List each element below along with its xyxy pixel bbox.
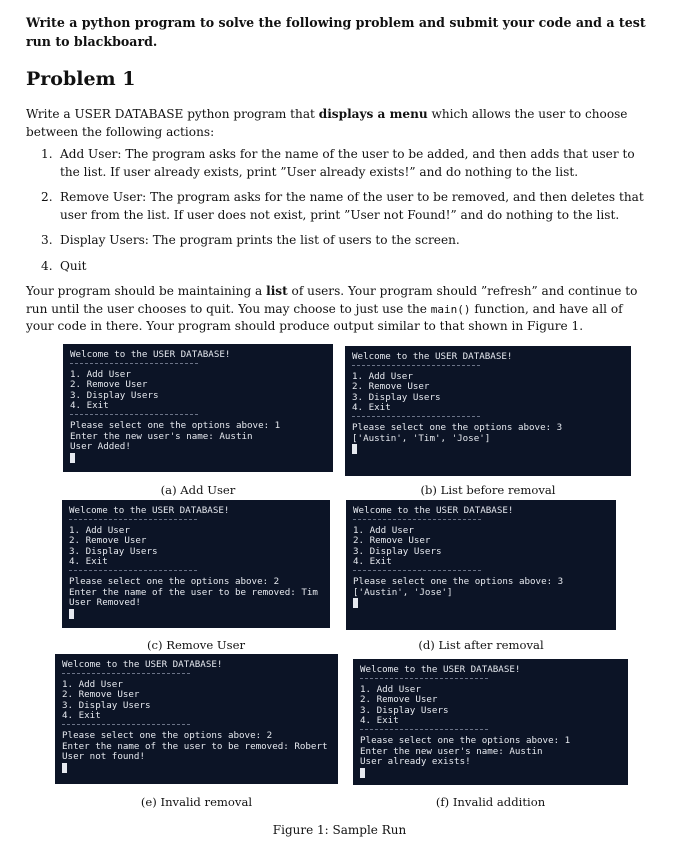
description-bold: displays a menu [318,107,428,121]
cursor-icon [70,453,75,463]
menu-option: 4. Exit [360,715,399,727]
cursor-line [70,453,326,466]
list-item [26,189,654,224]
terminal-screenshot [62,500,330,628]
item-text: Add User: The program asks for the name of the user to be added, and then adds that user to the list. If user already exists, print ”User already exists!” and do nothing to the list. [60,147,635,179]
closing-text: Your program should be maintaining a [26,284,267,298]
item-text: Display Users: The program prints the list of users to the screen. [60,233,460,247]
terminal-output: Enter the new user's name: Austin [70,430,253,442]
menu-option: 1. Add User [352,370,413,382]
terminal-heading: Welcome to the USER DATABASE! [62,659,223,670]
menu-option: 4. Exit [353,556,392,568]
cursor-line [69,609,323,622]
item-text: Remove User: The program asks for the name of the user to be removed, and then deletes that user from the list. If user does not exist, print ”User not Found!” and do nothing to the list. [60,190,644,222]
terminal-output: User already exists! [360,756,471,768]
terminal-output: Please select one the options above: 1 [360,734,571,746]
description-text-end: which allows the user to choose between the following actions: [26,107,628,139]
problem-description [26,106,654,141]
item-number: 3. [41,233,53,247]
menu-option: 4. Exit [69,556,108,568]
menu-option: 2. Remove User [352,381,430,393]
menu-option: 3. Display Users [353,545,442,557]
terminal-heading: Welcome to the USER DATABASE! [69,505,230,516]
terminal-output: Please select one the options above: 3 [353,575,564,587]
cursor-line [353,598,609,611]
terminal-screenshot [346,500,616,630]
cursor-icon [353,598,358,608]
intro-instructions: Write a python program to solve the following problem and submit your code and a test run to blackboard. [26,15,646,49]
menu-option: 4. Exit [352,402,391,414]
menu-option: 1. Add User [69,524,130,536]
subfigure-caption: (f) Invalid addition [435,795,546,809]
menu-option: 1. Add User [70,368,131,380]
menu-option: 1. Add User [353,524,414,536]
terminal-heading: Welcome to the USER DATABASE! [353,505,514,516]
menu-option: 4. Exit [62,710,101,722]
menu-option: 3. Display Users [70,389,159,401]
cursor-line [352,444,624,457]
closing-text: of users. Your program should ”refresh” and continue to run until the user chooses to quit. You may choose to just use the [26,284,638,316]
terminal-output: Please select one the options above: 1 [70,419,281,431]
closing-paragraph [26,283,654,336]
list-item [26,146,654,181]
menu-option: 3. Display Users [360,704,449,716]
item-number: 1. [41,147,53,161]
menu-option: 3. Display Users [69,545,158,557]
menu-option: 2. Remove User [70,379,148,391]
terminal-heading: Welcome to the USER DATABASE! [70,349,231,360]
item-text: Quit [60,258,87,273]
terminal-output: Please select one the options above: 2 [62,729,273,741]
terminal-output: Please select one the options above: 2 [69,575,280,587]
terminal-output: ['Austin', 'Tim', 'Jose'] [352,432,491,444]
closing-bold: list [266,284,288,298]
cursor-icon [360,768,365,778]
list-item [26,232,654,250]
cursor-icon [352,444,357,454]
figure-caption: Figure 1: Sample Run [272,823,407,837]
terminal-output: User not found! [62,751,145,763]
terminal-output: Enter the name of the user to be removed: Tim [69,586,318,598]
subfigure-caption: (e) Invalid removal [140,795,253,809]
cursor-icon [62,763,67,773]
cursor-line [360,768,621,781]
subfigure-caption: (c) Remove User [146,638,245,652]
closing-text: function, and have all of your code in there. Your program should produce output similar to that shown in Figure 1. [26,301,623,333]
cursor-icon [69,609,74,619]
menu-option: 2. Remove User [62,689,140,701]
problem-title: Problem 1 [26,68,136,90]
menu-option: 1. Add User [62,678,123,690]
menu-option: 2. Remove User [69,535,147,547]
terminal-heading: Welcome to the USER DATABASE! [352,351,513,362]
terminal-screenshot [345,346,631,476]
menu-option: 3. Display Users [352,391,441,403]
subfigure-caption: (a) Add User [160,483,236,497]
subfigure-caption: (b) List before removal [420,483,556,497]
action-list [26,146,654,283]
subfigure-caption: (d) List after removal [418,638,544,652]
menu-option: 4. Exit [70,400,109,412]
terminal-output: Please select one the options above: 3 [352,421,563,433]
terminal-screenshot [55,654,338,784]
menu-option: 3. Display Users [62,699,151,711]
menu-option: 1. Add User [360,683,421,695]
description-text: Write a USER DATABASE python program that [26,107,319,121]
inline-code: main() [430,302,471,316]
terminal-output: Enter the name of the user to be removed: Robert [62,740,328,752]
terminal-screenshot [63,344,333,472]
list-item [26,258,654,276]
cursor-line [62,763,331,776]
terminal-heading: Welcome to the USER DATABASE! [360,664,521,675]
terminal-screenshot [353,659,628,785]
item-number: 2. [41,190,53,204]
terminal-output: ['Austin', 'Jose'] [353,586,453,598]
menu-option: 2. Remove User [353,535,431,547]
menu-option: 2. Remove User [360,694,438,706]
item-number: 4. [41,258,53,273]
terminal-output: User Added! [70,441,131,453]
terminal-output: User Removed! [69,597,141,609]
terminal-output: Enter the new user's name: Austin [360,745,543,757]
